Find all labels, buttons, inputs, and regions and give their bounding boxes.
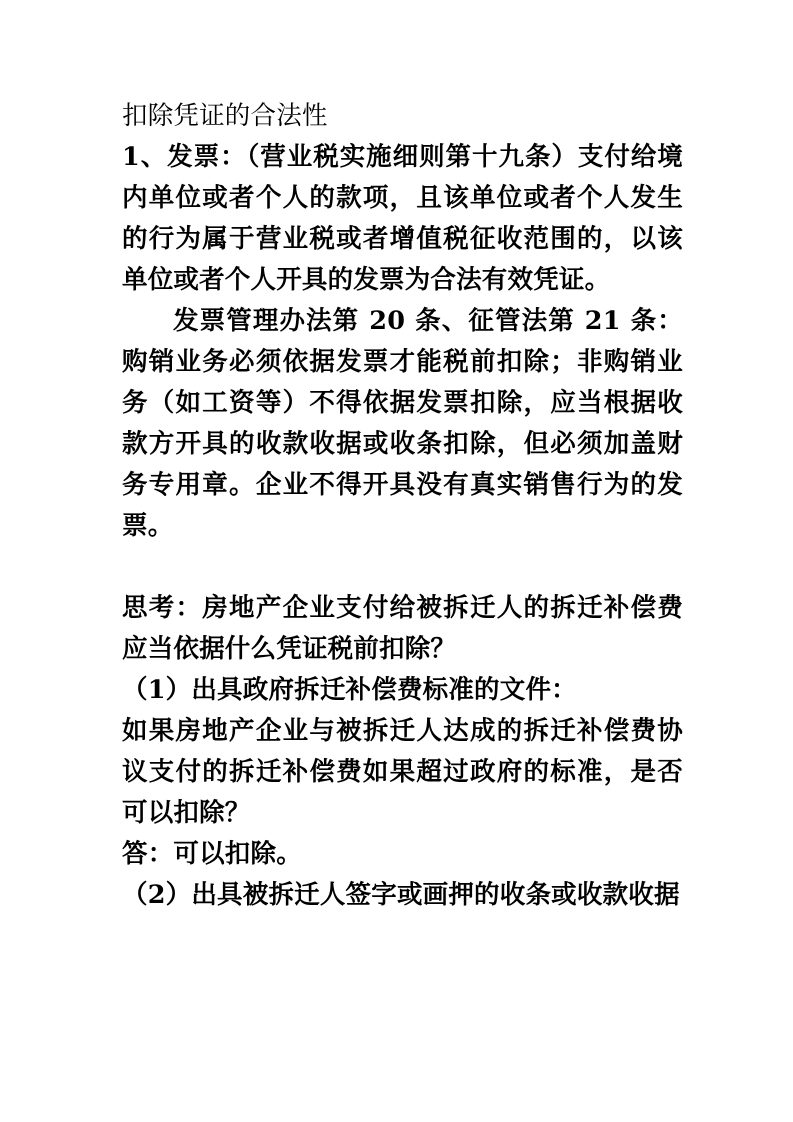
paragraph-heading: 扣除凭证的合法性 [122,101,328,131]
paragraph-question: 思考：房地产企业支付给被拆迁人的拆迁补偿费应当依据什么凭证税前扣除？ [122,593,683,664]
paragraph-invoice-management: 发票管理办法第 20 条、征管法第 21 条：购销业务必须依据发票才能税前扣除；非购销业务（如工资等）不得依据发票扣除，应当根据收款方开具的收款收据或收条扣除，但必须加盖财务专用章。企业不得开具没有真实销售行为的发票。 [122,306,683,541]
paragraph-answer-point-1: （1）出具政府拆迁补偿费标准的文件： [122,675,577,705]
document-body [122,96,683,916]
paragraph-sub-question: 如果房地产企业与被拆迁人达成的拆迁补偿费协议支付的拆迁补偿费如果超过政府的标准，是否可以扣除？ [122,716,683,828]
paragraph-spacer [122,547,683,588]
paragraph-sub-answer: 答：可以扣除。 [122,839,302,869]
paragraph-answer-point-2: （2）出具被拆迁人签字或画押的收条或收款收据 [122,880,680,910]
paragraph-invoice-legality: 1、发票：（营业税实施细则第十九条）支付给境内单位或者个人的款项，且该单位或者个人发生的行为属于营业税或者增值税征收范围的，以该单位或者个人开具的发票为合法有效凭证。 [122,142,683,295]
